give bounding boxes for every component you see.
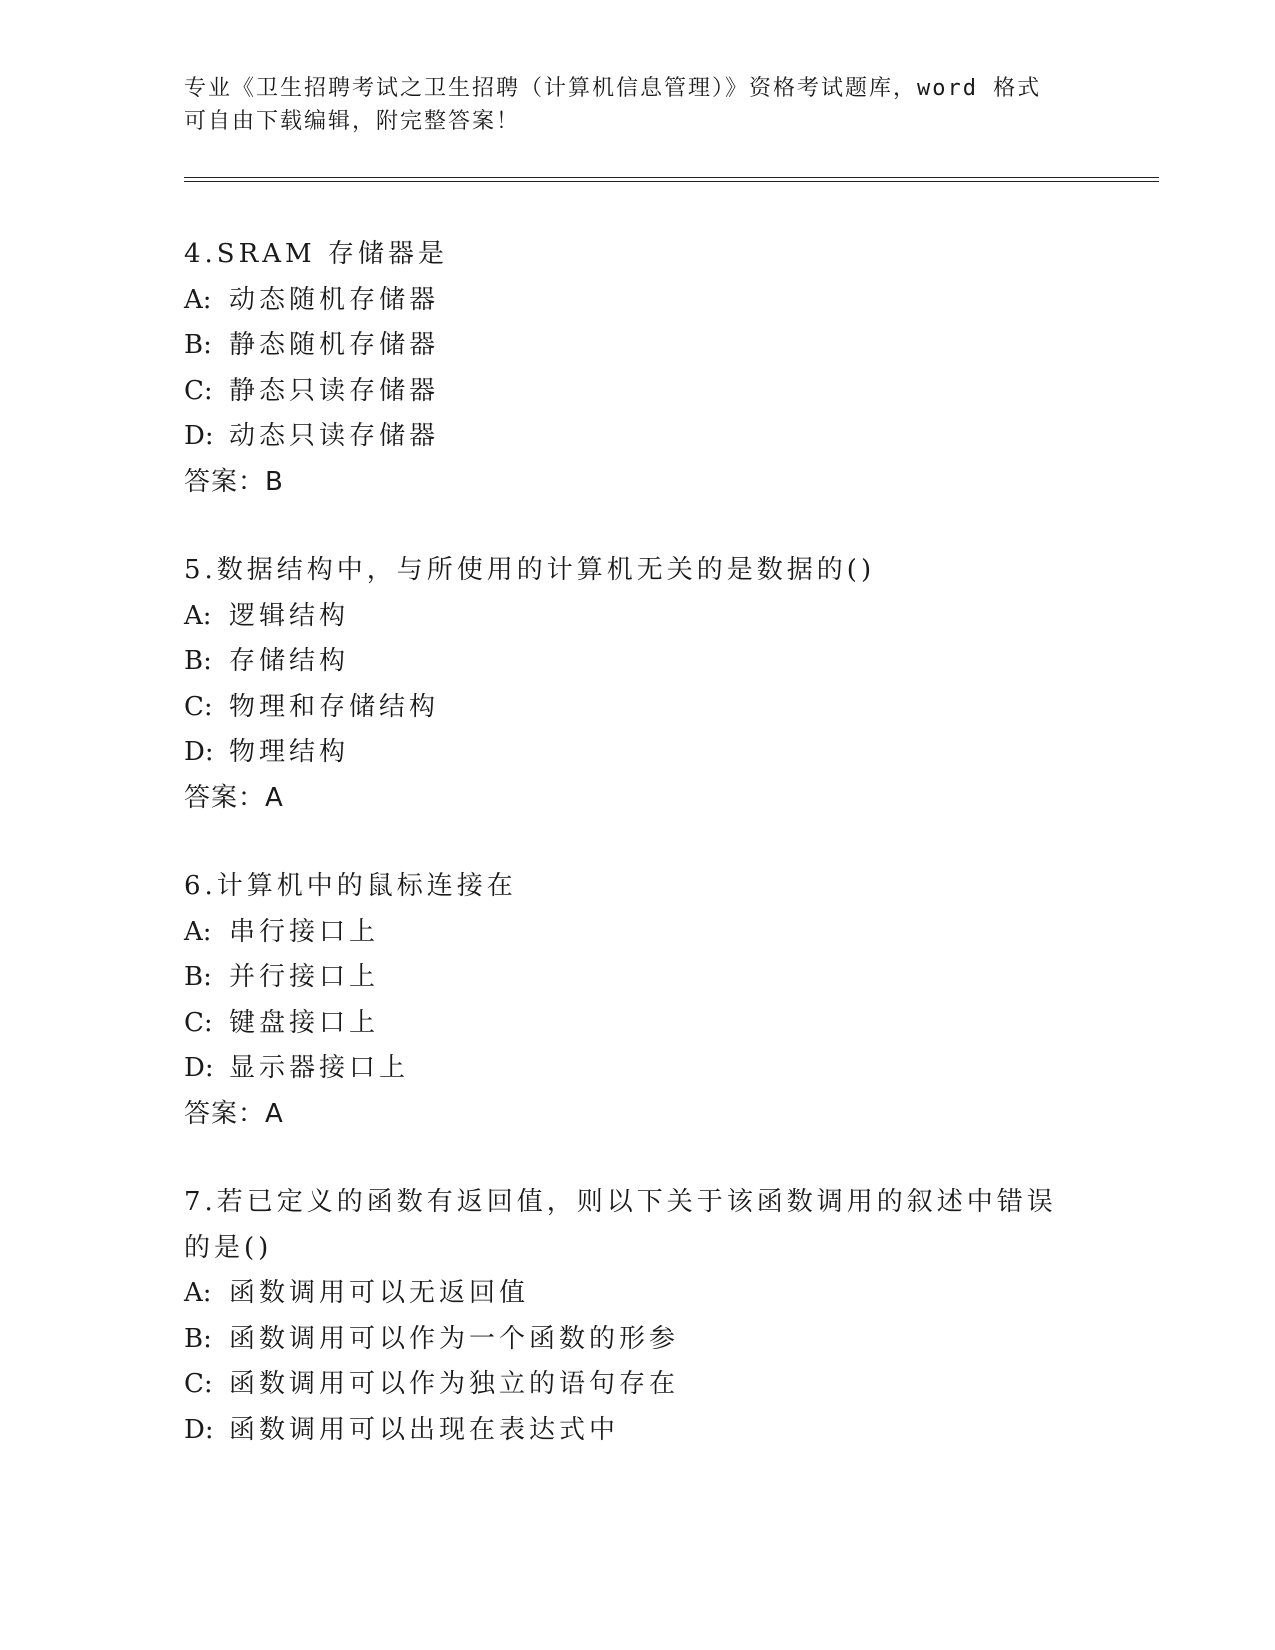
- option-key: A:: [184, 284, 212, 315]
- option-key: A:: [184, 916, 212, 947]
- option-text: 函数调用可以作为独立的语句存在: [229, 1369, 680, 1399]
- option-key: D:: [184, 421, 214, 451]
- header-line-2: 可自由下载编辑，附完整答案！: [184, 109, 521, 134]
- option-key: D:: [184, 1053, 214, 1083]
- option-c: [184, 1362, 1084, 1408]
- option-text: 键盘接口上: [229, 1007, 380, 1038]
- option-text: 显示器接口上: [229, 1053, 410, 1083]
- option-c: [184, 685, 1084, 731]
- option-key: D:: [184, 737, 214, 767]
- answer-line: 答案：B: [184, 466, 284, 497]
- option-a: [184, 1271, 1084, 1317]
- option-d: [184, 1046, 1084, 1092]
- option-key: A:: [184, 1278, 212, 1308]
- option-a: [184, 594, 1084, 640]
- option-text: 函数调用可以无返回值: [229, 1278, 530, 1308]
- option-c: [184, 369, 1084, 415]
- option-d: [184, 414, 1084, 460]
- option-text: 函数调用可以出现在表达式中: [229, 1414, 620, 1445]
- option-d: [184, 730, 1084, 776]
- option-a: [184, 278, 1084, 324]
- option-text: 物理结构: [229, 737, 350, 767]
- option-key: D:: [184, 1414, 214, 1445]
- option-c: [184, 1001, 1084, 1047]
- question-stem: 5.数据结构中，与所使用的计算机无关的是数据的(): [184, 555, 876, 585]
- question-6: [184, 864, 1084, 1137]
- option-b: [184, 323, 1084, 369]
- option-key: B:: [184, 962, 212, 992]
- option-text: 静态随机存储器: [229, 330, 440, 360]
- option-text: 物理和存储结构: [229, 691, 440, 722]
- question-7: [184, 1180, 1084, 1453]
- option-key: C:: [184, 1369, 213, 1399]
- option-b: [184, 639, 1084, 685]
- option-b: [184, 1317, 1084, 1363]
- option-key: A:: [184, 600, 212, 631]
- option-key: B:: [184, 646, 212, 676]
- option-key: C:: [184, 375, 213, 406]
- question-5: [184, 548, 1084, 821]
- option-key: B:: [184, 330, 212, 360]
- option-b: [184, 955, 1084, 1001]
- answer-line: 答案：A: [184, 1098, 284, 1129]
- option-text: 逻辑结构: [229, 600, 350, 631]
- question-stem: 7.若已定义的函数有返回值，则以下关于该函数调用的叙述中错误的是(): [184, 1187, 1057, 1263]
- option-key: C:: [184, 691, 213, 722]
- option-text: 存储结构: [229, 646, 350, 676]
- option-text: 静态只读存储器: [229, 375, 440, 406]
- question-stem: 4.SRAM 存储器是: [184, 239, 448, 269]
- option-text: 串行接口上: [229, 916, 380, 947]
- question-stem: 6.计算机中的鼠标连接在: [184, 871, 517, 901]
- option-key: C:: [184, 1007, 213, 1038]
- option-text: 函数调用可以作为一个函数的形参: [229, 1323, 680, 1354]
- question-4: [184, 232, 1084, 505]
- header-line-1: 专业《卫生招聘考试之卫生招聘（计算机信息管理）》资格考试题库，word 格式: [184, 76, 1042, 101]
- option-a: [184, 910, 1084, 956]
- document-header: [184, 72, 1084, 138]
- question-list: [184, 232, 1084, 1496]
- option-key: B:: [184, 1323, 212, 1354]
- header-divider: [184, 177, 1159, 182]
- option-text: 动态随机存储器: [229, 284, 440, 315]
- answer-line: 答案：A: [184, 782, 284, 813]
- option-text: 动态只读存储器: [229, 421, 440, 451]
- option-text: 并行接口上: [229, 962, 380, 992]
- option-d: [184, 1408, 1084, 1454]
